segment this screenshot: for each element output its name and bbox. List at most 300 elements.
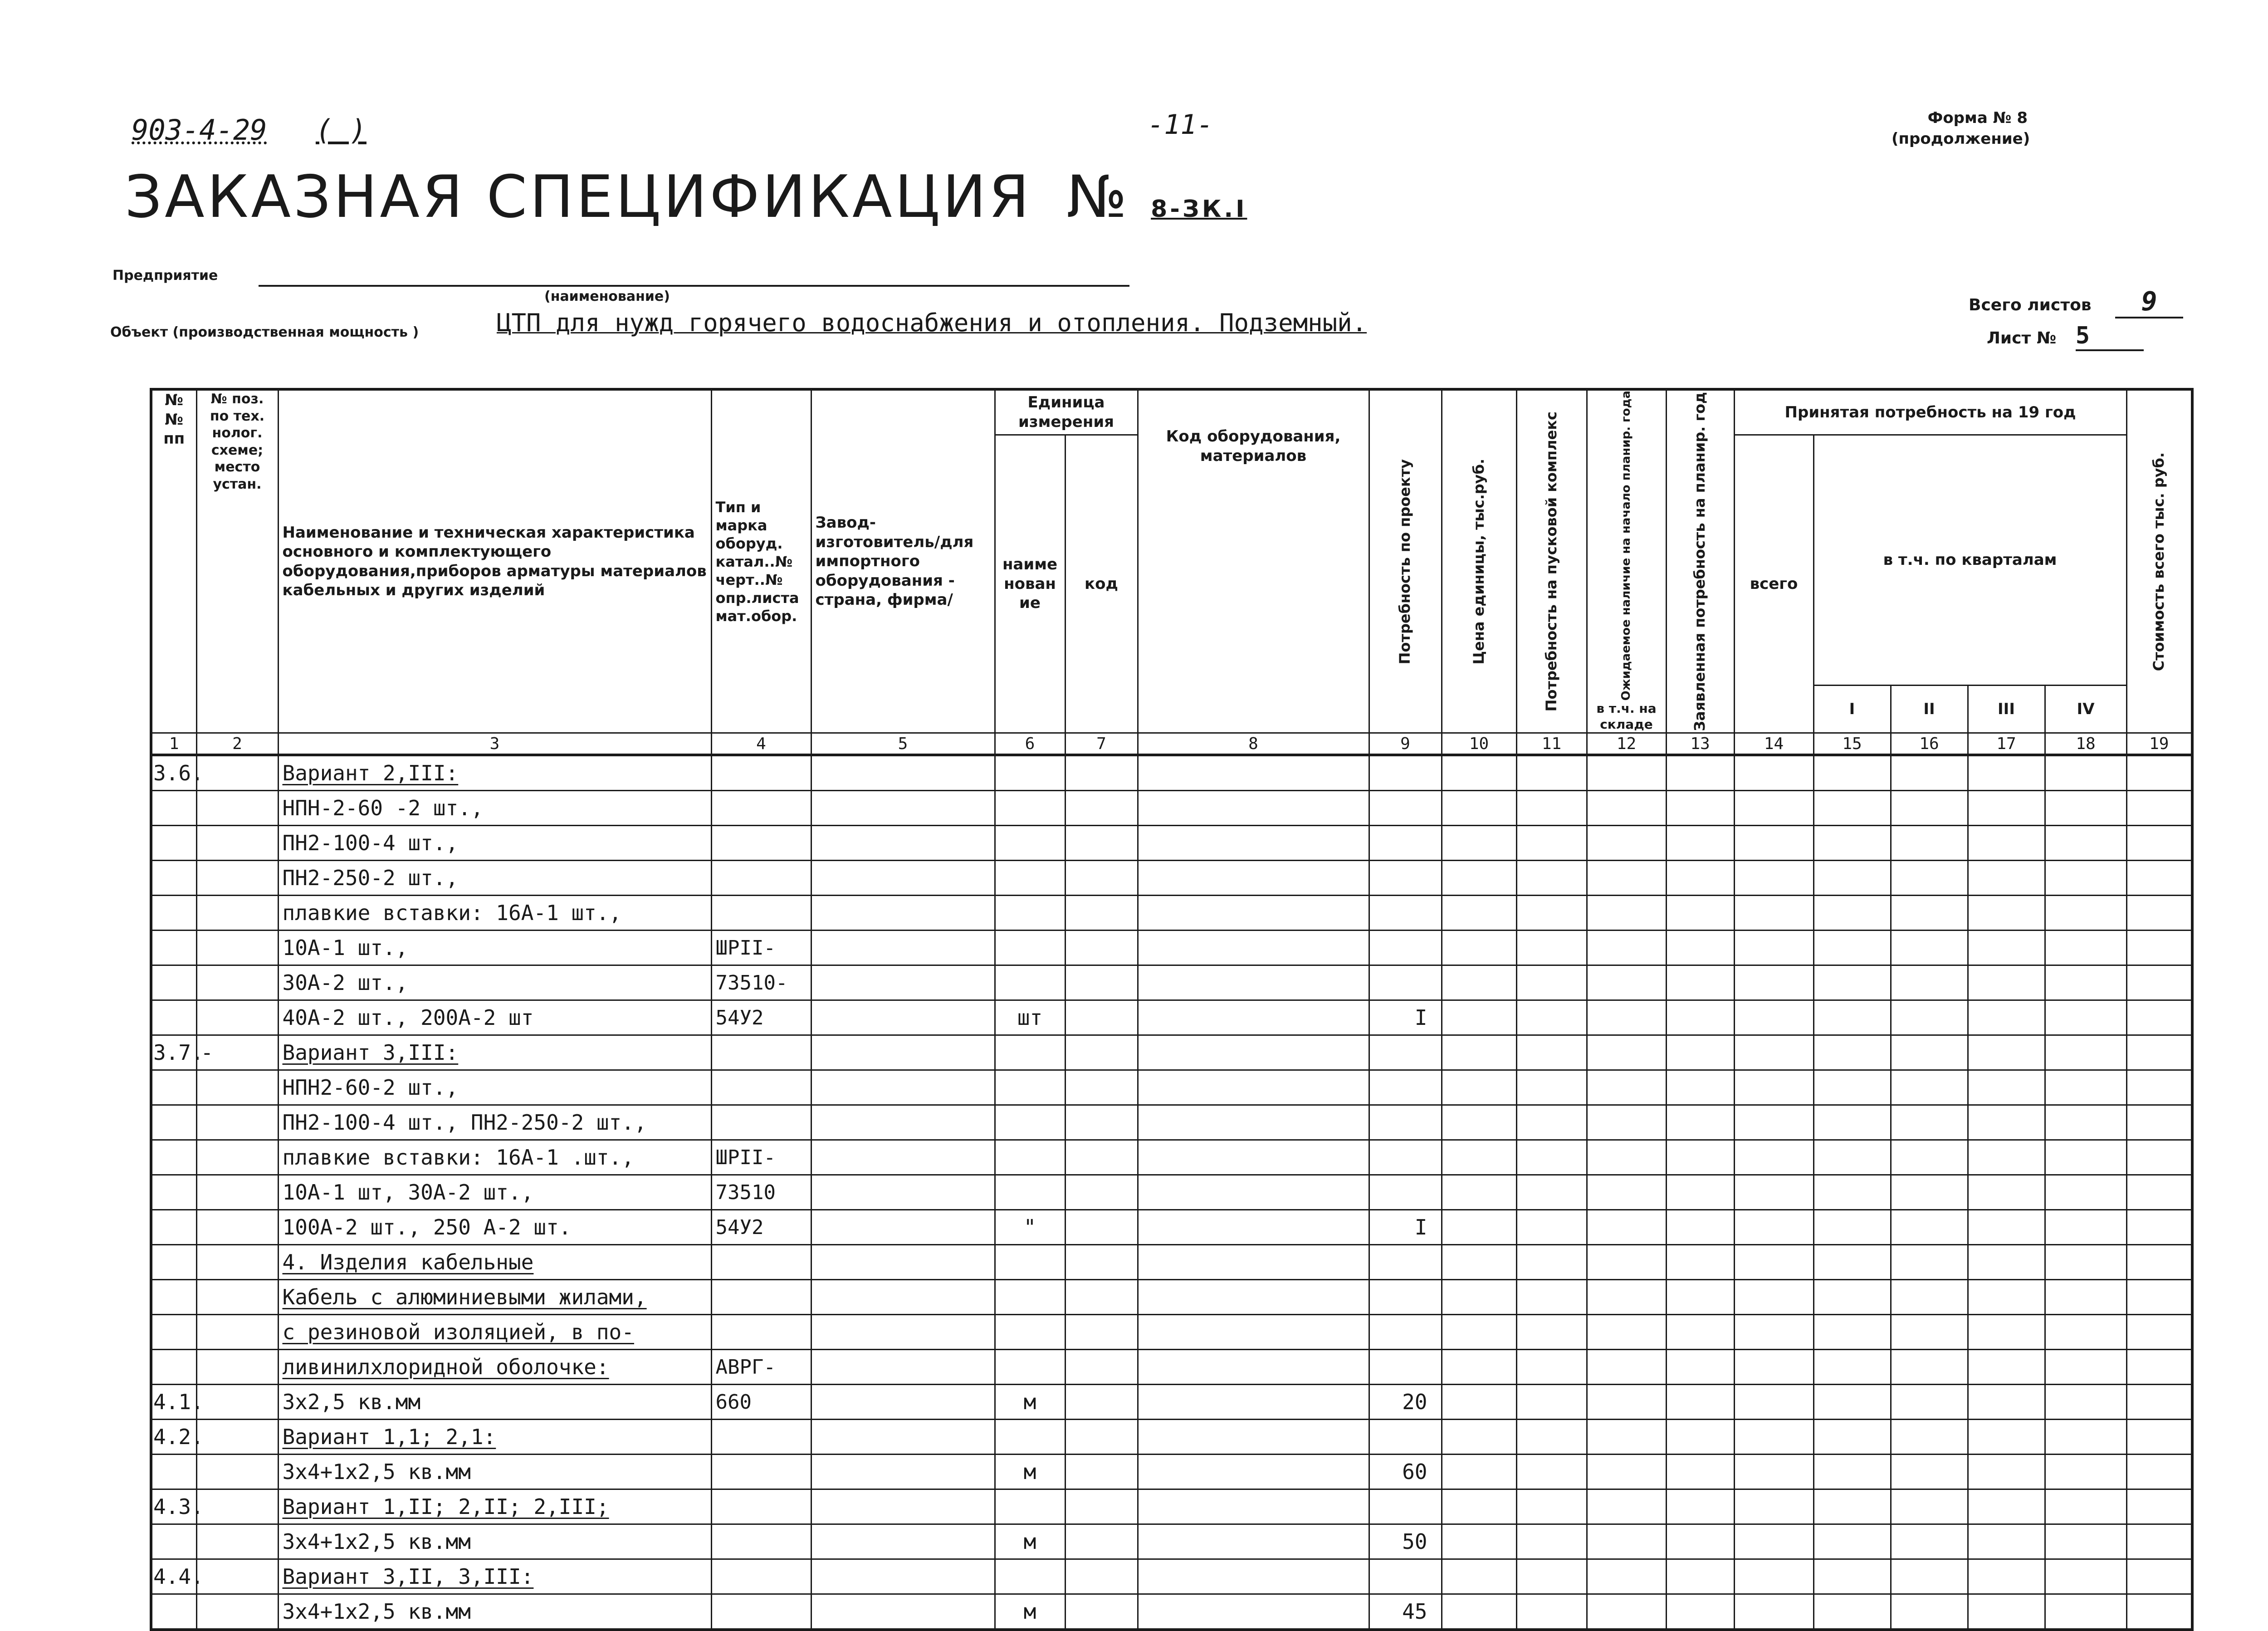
- empty-cell: [1734, 931, 1813, 965]
- table-row: [151, 1175, 2192, 1210]
- cell-col-9: [1369, 1489, 1442, 1524]
- column-number: 11: [1516, 733, 1587, 755]
- cell-col-6: [995, 791, 1065, 826]
- cell-col-9: [1369, 1245, 1442, 1280]
- empty-cell: [2045, 826, 2126, 861]
- empty-cell: [1813, 1559, 1891, 1594]
- empty-cell: [1734, 826, 1813, 861]
- empty-cell: [1442, 896, 1516, 931]
- empty-cell: [1891, 1140, 1968, 1175]
- empty-cell: [1587, 755, 1666, 791]
- empty-cell: [1138, 1420, 1369, 1455]
- empty-cell: [2045, 1420, 2126, 1455]
- empty-cell: [1065, 1455, 1138, 1489]
- empty-cell: [1587, 1315, 1666, 1350]
- empty-cell: [1813, 1175, 1891, 1210]
- cell-col-4: [711, 1245, 811, 1280]
- empty-cell: [1734, 1175, 1813, 1210]
- cell-col-3: плавкие вставки: 16А-1 .шт.,: [278, 1140, 711, 1175]
- page-title: ЗАКАЗНАЯ СПЕЦИФИКАЦИЯ № 8-ЗК.I: [125, 163, 1247, 231]
- empty-cell: [1065, 1035, 1138, 1070]
- empty-cell: [2126, 1210, 2192, 1245]
- cell-col-9: [1369, 1140, 1442, 1175]
- empty-cell: [196, 1140, 278, 1175]
- cell-col-6: [995, 861, 1065, 896]
- cell-col-3: 3х2,5 кв.мм: [278, 1385, 711, 1420]
- cell-col-4: ШРII-: [711, 1140, 811, 1175]
- empty-cell: [1138, 1489, 1369, 1524]
- cell-col-9: [1369, 1315, 1442, 1350]
- cell-col-1: [151, 896, 196, 931]
- cell-col-3: [278, 1350, 711, 1385]
- empty-cell: [1813, 1455, 1891, 1489]
- empty-cell: [1516, 861, 1587, 896]
- empty-cell: [196, 1210, 278, 1245]
- empty-cell: [2045, 1385, 2126, 1420]
- empty-cell: [2045, 1524, 2126, 1559]
- cell-col-4: [711, 1559, 811, 1594]
- empty-cell: [2126, 791, 2192, 826]
- cell-col-4: 54У2: [711, 1210, 811, 1245]
- empty-cell: [2045, 755, 2126, 791]
- empty-cell: [1666, 1280, 1734, 1315]
- cell-col-1: [151, 1140, 196, 1175]
- cell-text: Вариант 3,II, 3,III:: [282, 1564, 534, 1589]
- empty-cell: [1065, 1070, 1138, 1105]
- empty-cell: [196, 1455, 278, 1489]
- cell-col-6: [995, 1035, 1065, 1070]
- cell-col-1: [151, 1280, 196, 1315]
- empty-cell: [1666, 1105, 1734, 1140]
- empty-cell: [2045, 1350, 2126, 1385]
- empty-cell: [2126, 826, 2192, 861]
- empty-cell: [1065, 1105, 1138, 1140]
- empty-cell: [1587, 1559, 1666, 1594]
- table-row: [151, 896, 2192, 931]
- cell-col-1: [151, 1455, 196, 1489]
- table-row: [151, 1559, 2192, 1594]
- cell-col-9: 60: [1369, 1455, 1442, 1489]
- empty-cell: [1516, 826, 1587, 861]
- enterprise-label: Предприятие: [112, 268, 218, 284]
- empty-cell: [1666, 755, 1734, 791]
- empty-cell: [1734, 1245, 1813, 1280]
- column-number: 3: [278, 733, 711, 755]
- column-number: 8: [1138, 733, 1369, 755]
- empty-cell: [1666, 896, 1734, 931]
- cell-col-9: [1369, 1070, 1442, 1105]
- table-row: [151, 965, 2192, 1000]
- doc-code: 903-4-29 ( ): [132, 113, 367, 147]
- empty-cell: [1891, 965, 1968, 1000]
- empty-cell: [196, 1245, 278, 1280]
- cell-col-1: [151, 861, 196, 896]
- empty-cell: [2045, 1559, 2126, 1594]
- empty-cell: [1138, 1315, 1369, 1350]
- empty-cell: [1666, 1315, 1734, 1350]
- cell-col-3: [278, 1559, 711, 1594]
- cell-col-6: [995, 1559, 1065, 1594]
- empty-cell: [1891, 1350, 1968, 1385]
- empty-cell: [2045, 1175, 2126, 1210]
- empty-cell: [1516, 1594, 1587, 1630]
- cell-col-1: [151, 1070, 196, 1105]
- cell-col-4: [711, 791, 811, 826]
- empty-cell: [811, 1524, 995, 1559]
- empty-cell: [196, 1385, 278, 1420]
- cell-col-9: [1369, 965, 1442, 1000]
- empty-cell: [1813, 965, 1891, 1000]
- empty-cell: [1587, 1070, 1666, 1105]
- col-header-name: Наименование и техническая характеристика основного и комплектующего оборудования,приборов арматуры материалов кабельных и других изделий: [278, 389, 711, 733]
- empty-cell: [1813, 1070, 1891, 1105]
- cell-col-1: [151, 965, 196, 1000]
- cell-col-4: 73510-: [711, 965, 811, 1000]
- empty-cell: [1891, 826, 1968, 861]
- empty-cell: [811, 1070, 995, 1105]
- cell-col-2: -: [196, 1035, 278, 1070]
- empty-cell: [2045, 1594, 2126, 1630]
- cell-col-1: [151, 826, 196, 861]
- cell-col-6: [995, 826, 1065, 861]
- col-header-manufacturer: Завод-изготовитель/для импортного оборудования - страна, фирма/: [811, 389, 995, 733]
- empty-cell: [1516, 755, 1587, 791]
- empty-cell: [1734, 1210, 1813, 1245]
- empty-cell: [811, 861, 995, 896]
- cell-col-4: [711, 1105, 811, 1140]
- empty-cell: [2045, 1035, 2126, 1070]
- empty-cell: [1968, 1524, 2045, 1559]
- empty-cell: [1138, 965, 1369, 1000]
- column-number: 14: [1734, 733, 1813, 755]
- empty-cell: [1065, 826, 1138, 861]
- cell-col-6: [995, 1175, 1065, 1210]
- empty-cell: [1891, 1385, 1968, 1420]
- cell-col-3: плавкие вставки: 16А-1 шт.,: [278, 896, 711, 931]
- cell-col-6: м: [995, 1594, 1065, 1630]
- column-number: 18: [2045, 733, 2126, 755]
- empty-cell: [1442, 965, 1516, 1000]
- empty-cell: [1813, 1385, 1891, 1420]
- column-number: 4: [711, 733, 811, 755]
- empty-cell: [1587, 791, 1666, 826]
- empty-cell: [1968, 791, 2045, 826]
- empty-cell: [1587, 1140, 1666, 1175]
- empty-cell: [811, 1140, 995, 1175]
- cell-col-4: [711, 1455, 811, 1489]
- empty-cell: [1442, 1000, 1516, 1035]
- empty-cell: [1891, 791, 1968, 826]
- empty-cell: [1065, 1140, 1138, 1175]
- empty-cell: [1968, 1280, 2045, 1315]
- cell-col-1: 4.2.: [151, 1420, 196, 1455]
- empty-cell: [1442, 1140, 1516, 1175]
- empty-cell: [1138, 931, 1369, 965]
- empty-cell: [1666, 791, 1734, 826]
- empty-cell: [1138, 791, 1369, 826]
- empty-cell: [1587, 931, 1666, 965]
- empty-cell: [1813, 1489, 1891, 1524]
- empty-cell: [811, 791, 995, 826]
- cell-col-4: [711, 1420, 811, 1455]
- cell-col-4: 660: [711, 1385, 811, 1420]
- cell-col-3: [278, 1315, 711, 1350]
- empty-cell: [1138, 1000, 1369, 1035]
- empty-cell: [2045, 965, 2126, 1000]
- cell-col-1: [151, 1105, 196, 1140]
- column-number: 15: [1813, 733, 1891, 755]
- empty-cell: [1516, 1559, 1587, 1594]
- empty-cell: [1516, 1350, 1587, 1385]
- cell-col-1: 4.1.: [151, 1385, 196, 1420]
- empty-cell: [1734, 965, 1813, 1000]
- cell-col-6: [995, 1105, 1065, 1140]
- cell-col-9: I: [1369, 1210, 1442, 1245]
- cell-col-6: м: [995, 1455, 1065, 1489]
- empty-cell: [1587, 1350, 1666, 1385]
- specification-table: [150, 388, 2194, 1631]
- empty-cell: [196, 1315, 278, 1350]
- table-row: [151, 1350, 2192, 1385]
- empty-cell: [1666, 1559, 1734, 1594]
- empty-cell: [1734, 896, 1813, 931]
- empty-cell: [1516, 1524, 1587, 1559]
- empty-cell: [1442, 1175, 1516, 1210]
- cell-col-6: [995, 1140, 1065, 1175]
- cell-col-6: [995, 1070, 1065, 1105]
- empty-cell: [1891, 1524, 1968, 1559]
- cell-col-3: [278, 1420, 711, 1455]
- cell-col-6: шт: [995, 1000, 1065, 1035]
- empty-cell: [1968, 1105, 2045, 1140]
- empty-cell: [1442, 826, 1516, 861]
- cell-col-3: НПН2-60-2 шт.,: [278, 1070, 711, 1105]
- empty-cell: [1968, 1035, 2045, 1070]
- col-header-quarters-group: в т.ч. по кварталам: [1813, 435, 2126, 686]
- empty-cell: [1138, 826, 1369, 861]
- empty-cell: [196, 1070, 278, 1105]
- cell-col-3: 10А-1 шт, 30А-2 шт.,: [278, 1175, 711, 1210]
- cell-col-4: АВРГ-: [711, 1350, 811, 1385]
- cell-col-9: [1369, 1105, 1442, 1140]
- empty-cell: [1065, 965, 1138, 1000]
- cell-col-1: 3.7.: [151, 1035, 196, 1070]
- empty-cell: [1065, 1280, 1138, 1315]
- empty-cell: [1442, 791, 1516, 826]
- cell-col-1: [151, 931, 196, 965]
- empty-cell: [1734, 1000, 1813, 1035]
- empty-cell: [2126, 755, 2192, 791]
- empty-cell: [1968, 1594, 2045, 1630]
- col-header-number: №№ пп: [151, 389, 196, 733]
- empty-cell: [2126, 1594, 2192, 1630]
- cell-col-4: 73510: [711, 1175, 811, 1210]
- cell-col-9: 20: [1369, 1385, 1442, 1420]
- empty-cell: [196, 1000, 278, 1035]
- empty-cell: [1734, 1035, 1813, 1070]
- empty-cell: [1666, 1455, 1734, 1489]
- cell-col-9: 45: [1369, 1594, 1442, 1630]
- empty-cell: [811, 1105, 995, 1140]
- empty-cell: [1891, 1315, 1968, 1350]
- empty-cell: [2126, 965, 2192, 1000]
- empty-cell: [1516, 1455, 1587, 1489]
- empty-cell: [196, 1280, 278, 1315]
- empty-cell: [1968, 755, 2045, 791]
- empty-cell: [1516, 1035, 1587, 1070]
- empty-cell: [1968, 965, 2045, 1000]
- empty-cell: [2126, 896, 2192, 931]
- empty-cell: [811, 1000, 995, 1035]
- cell-col-9: [1369, 1559, 1442, 1594]
- empty-cell: [811, 931, 995, 965]
- table-row: [151, 1140, 2192, 1175]
- cell-col-9: [1369, 1175, 1442, 1210]
- empty-cell: [1666, 1350, 1734, 1385]
- empty-cell: [1442, 1035, 1516, 1070]
- empty-cell: [1813, 896, 1891, 931]
- empty-cell: [1968, 1210, 2045, 1245]
- cell-col-9: [1369, 1350, 1442, 1385]
- empty-cell: [2126, 1175, 2192, 1210]
- empty-cell: [1065, 896, 1138, 931]
- cell-col-3: [278, 1280, 711, 1315]
- empty-cell: [2126, 1070, 2192, 1105]
- cell-col-4: [711, 1070, 811, 1105]
- cell-col-3: ПН2-100-4 шт., ПН2-250-2 шт.,: [278, 1105, 711, 1140]
- empty-cell: [1666, 1035, 1734, 1070]
- empty-cell: [811, 826, 995, 861]
- table-row: [151, 1420, 2192, 1455]
- empty-cell: [1516, 1000, 1587, 1035]
- empty-cell: [1813, 1245, 1891, 1280]
- empty-cell: [1516, 1070, 1587, 1105]
- table-row: [151, 861, 2192, 896]
- empty-cell: [1065, 861, 1138, 896]
- empty-cell: [1666, 931, 1734, 965]
- empty-cell: [1442, 1559, 1516, 1594]
- table-row: [151, 1455, 2192, 1489]
- cell-col-3: ПН2-250-2 шт.,: [278, 861, 711, 896]
- empty-cell: [2045, 1245, 2126, 1280]
- empty-cell: [1587, 1245, 1666, 1280]
- cell-text: Вариант 2,III:: [282, 761, 459, 786]
- empty-cell: [1587, 1000, 1666, 1035]
- table-row: [151, 826, 2192, 861]
- empty-cell: [811, 1559, 995, 1594]
- empty-cell: [1813, 931, 1891, 965]
- empty-cell: [1065, 1175, 1138, 1210]
- cell-col-4: [711, 826, 811, 861]
- column-number: 19: [2126, 733, 2192, 755]
- cell-col-1: [151, 1175, 196, 1210]
- empty-cell: [811, 1175, 995, 1210]
- empty-cell: [1138, 1524, 1369, 1559]
- cell-col-9: [1369, 896, 1442, 931]
- empty-cell: [196, 1524, 278, 1559]
- empty-cell: [1138, 896, 1369, 931]
- empty-cell: [1666, 1210, 1734, 1245]
- col-header-q2: II: [1891, 686, 1968, 733]
- cell-col-9: [1369, 1035, 1442, 1070]
- empty-cell: [811, 1420, 995, 1455]
- cell-col-3: 30А-2 шт.,: [278, 965, 711, 1000]
- cell-col-6: [995, 1315, 1065, 1350]
- empty-cell: [1138, 1594, 1369, 1630]
- empty-cell: [1968, 1315, 2045, 1350]
- cell-col-9: [1369, 755, 1442, 791]
- empty-cell: [196, 1420, 278, 1455]
- empty-cell: [1968, 1489, 2045, 1524]
- cell-col-6: [995, 755, 1065, 791]
- cell-col-3: [278, 1245, 711, 1280]
- empty-cell: [196, 1350, 278, 1385]
- empty-cell: [196, 931, 278, 965]
- empty-cell: [1138, 1350, 1369, 1385]
- cell-col-6: [995, 1350, 1065, 1385]
- cell-text: Вариант 3,III:: [282, 1040, 459, 1065]
- empty-cell: [1891, 1455, 1968, 1489]
- cell-col-3: [278, 1489, 711, 1524]
- column-number: 17: [1968, 733, 2045, 755]
- empty-cell: [1734, 1315, 1813, 1350]
- column-number: 1: [151, 733, 196, 755]
- empty-cell: [196, 896, 278, 931]
- col-header-unit-code: код: [1065, 435, 1138, 733]
- empty-cell: [1516, 1280, 1587, 1315]
- empty-cell: [1666, 1245, 1734, 1280]
- empty-cell: [1813, 755, 1891, 791]
- cell-col-3: 3х4+1х2,5 кв.мм: [278, 1455, 711, 1489]
- col-header-q1: I: [1813, 686, 1891, 733]
- empty-cell: [1587, 1385, 1666, 1420]
- cell-col-3: 40А-2 шт., 200А-2 шт: [278, 1000, 711, 1035]
- empty-cell: [1587, 861, 1666, 896]
- cell-col-3: [278, 1035, 711, 1070]
- cell-col-4: [711, 1315, 811, 1350]
- empty-cell: [1813, 1420, 1891, 1455]
- empty-cell: [1442, 1315, 1516, 1350]
- col-header-launch-need: Потребность на пусковой комплекс: [1516, 389, 1587, 733]
- empty-cell: [811, 1315, 995, 1350]
- cell-text: Вариант 1,1; 2,1:: [282, 1425, 496, 1450]
- cell-col-4: [711, 1280, 811, 1315]
- spec-number: 8-ЗК.I: [1151, 196, 1247, 223]
- empty-cell: [1891, 1594, 1968, 1630]
- empty-cell: [1813, 1350, 1891, 1385]
- empty-cell: [196, 1105, 278, 1140]
- empty-cell: [1065, 1559, 1138, 1594]
- cell-col-3: ПН2-100-4 шт.,: [278, 826, 711, 861]
- cell-col-3: 3х4+1х2,5 кв.мм: [278, 1524, 711, 1559]
- empty-cell: [2045, 791, 2126, 826]
- empty-cell: [1516, 1489, 1587, 1524]
- col-header-unit-name: наименование: [995, 435, 1065, 733]
- col-header-equipment-code: Код оборудования, материалов: [1138, 389, 1369, 733]
- empty-cell: [1065, 1420, 1138, 1455]
- empty-cell: [811, 1035, 995, 1070]
- empty-cell: [1442, 1385, 1516, 1420]
- empty-cell: [1891, 1489, 1968, 1524]
- empty-cell: [1968, 1420, 2045, 1455]
- cell-col-6: [995, 1280, 1065, 1315]
- empty-cell: [1587, 1524, 1666, 1559]
- empty-cell: [1666, 1524, 1734, 1559]
- col-header-q3: III: [1968, 686, 2045, 733]
- empty-cell: [1587, 1489, 1666, 1524]
- empty-cell: [1138, 1559, 1369, 1594]
- empty-cell: [1666, 1594, 1734, 1630]
